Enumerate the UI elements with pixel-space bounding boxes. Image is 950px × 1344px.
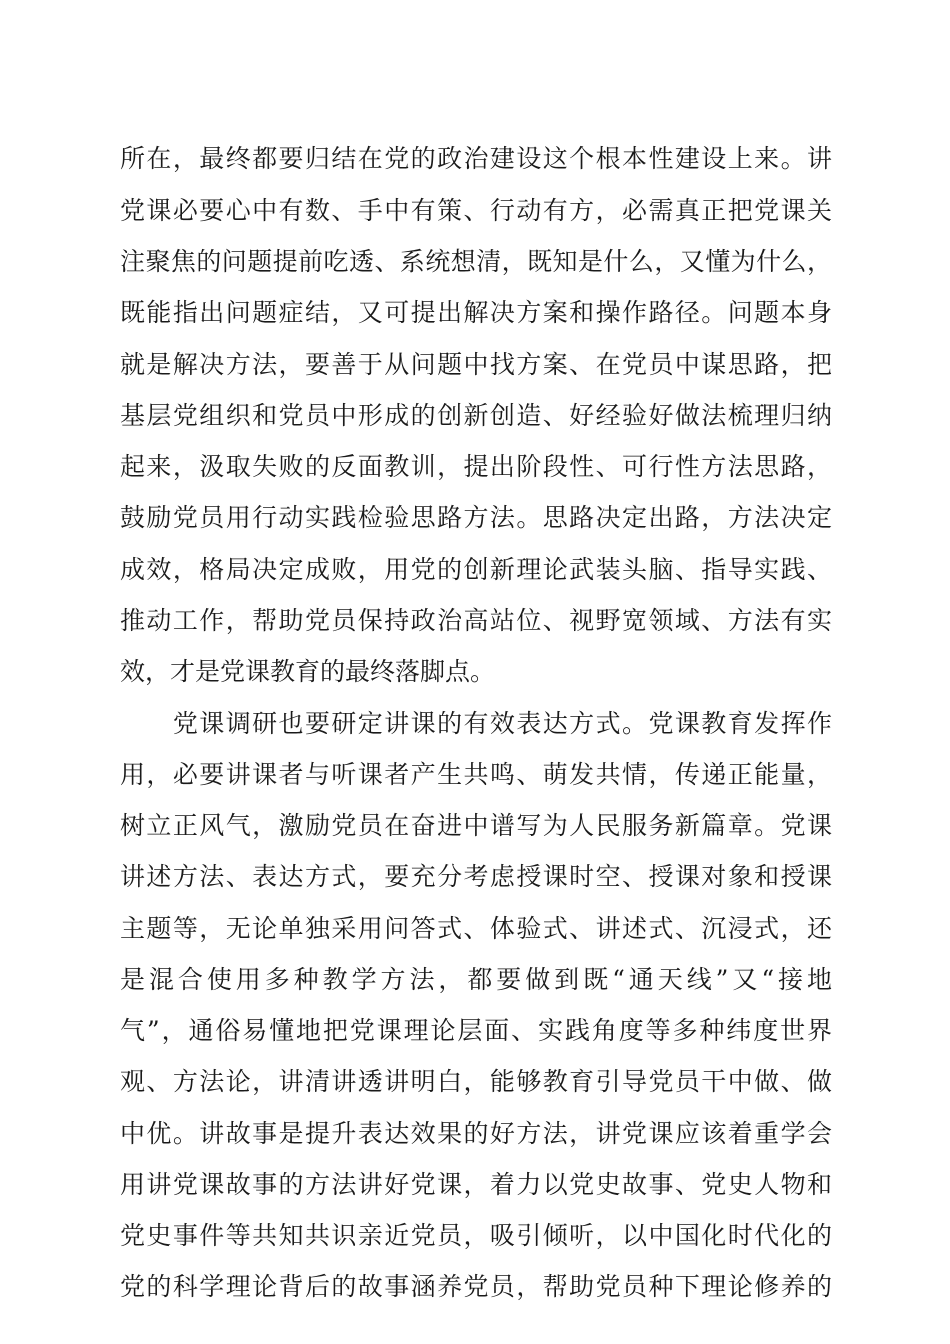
text-line: 主题等，无论单独采用问答式、体验式、讲述式、沉浸式，还 — [120, 914, 832, 943]
text-line: 既能指出问题症结，又可提出解决方案和操作路径。问题本身 — [120, 298, 832, 327]
text-line: 就是解决方法，要善于从问题中找方案、在党员中谋思路，把 — [120, 350, 832, 379]
text-line: 中优。讲故事是提升表达效果的好方法，讲党课应该着重学会 — [120, 1119, 832, 1148]
text-line: 讲述方法、表达方式，要充分考虑授课时空、授课对象和授课 — [120, 862, 832, 891]
text-line: 成效，格局决定成败，用党的创新理论武装头脑、指导实践、 — [120, 555, 832, 584]
text-line: 党课必要心中有数、手中有策、行动有方，必需真正把党课关 — [120, 196, 832, 225]
text-line: 用讲党课故事的方法讲好党课，着力以党史故事、党史人物和 — [120, 1170, 832, 1199]
paragraph-end-line: 效，才是党课教育的最终落脚点。 — [120, 657, 496, 686]
text-line: 是混合使用多种教学方法，都要做到既“通天线”又“接地 — [120, 965, 832, 994]
paragraph-start-line: 党课调研也要研定讲课的有效表达方式。党课教育发挥作 — [120, 709, 832, 738]
text-line: 气”，通俗易懂地把党课理论层面、实践角度等多种纬度世界 — [120, 1016, 832, 1045]
text-line: 党的科学理论背后的故事涵养党员，帮助党员种下理论修养的 — [120, 1272, 832, 1301]
text-line: 党史事件等共知共识亲近党员，吸引倾听，以中国化时代化的 — [120, 1221, 832, 1250]
text-line: 用，必要讲课者与听课者产生共鸣、萌发共情，传递正能量， — [120, 760, 832, 789]
text-line: 树立正风气，激励党员在奋进中谱写为人民服务新篇章。党课 — [120, 811, 832, 840]
text-line: 基层党组织和党员中形成的创新创造、好经验好做法梳理归纳 — [120, 401, 832, 430]
text-line: 推动工作，帮助党员保持政治高站位、视野宽领域、方法有实 — [120, 606, 832, 635]
text-line: 起来，汲取失败的反面教训，提出阶段性、可行性方法思路， — [120, 452, 832, 481]
text-line: 所在，最终都要归结在党的政治建设这个根本性建设上来。讲 — [120, 144, 832, 173]
text-line: 鼓励党员用行动实践检验思路方法。思路决定出路，方法决定 — [120, 503, 832, 532]
text-line: 观、方法论，讲清讲透讲明白，能够教育引导党员干中做、做 — [120, 1067, 832, 1096]
text-line: 注聚焦的问题提前吃透、系统想清，既知是什么，又懂为什么， — [120, 247, 832, 276]
